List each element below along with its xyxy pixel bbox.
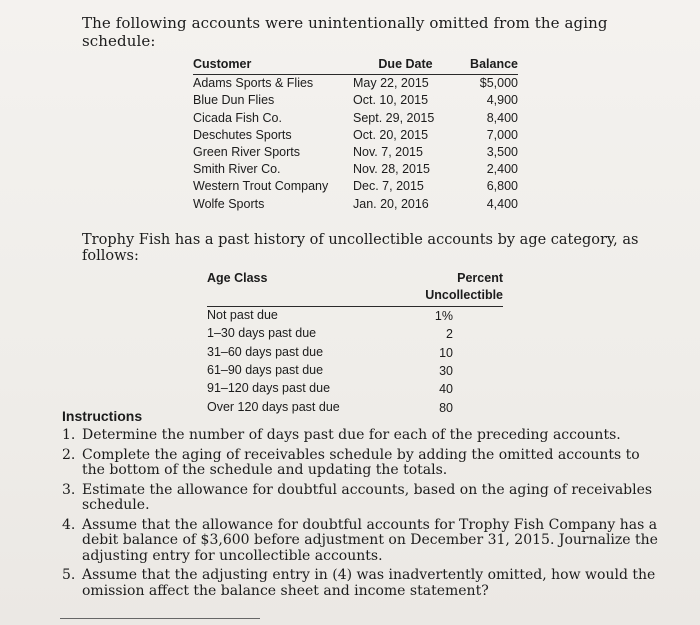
due-date: Nov. 7, 2015 bbox=[353, 145, 423, 160]
customer-name: Wolfe Sports bbox=[193, 196, 265, 211]
instruction-number: 4. bbox=[62, 516, 76, 533]
instruction-number: 2. bbox=[62, 446, 76, 463]
instruction-number: 3. bbox=[62, 481, 76, 498]
instruction-item bbox=[62, 518, 662, 565]
balance: $5,000 bbox=[479, 76, 518, 91]
balance: 8,400 bbox=[486, 110, 518, 125]
table-row bbox=[193, 144, 518, 161]
instruction-text: Assume that the allowance for doubtful accounts for Trophy Fish Company has a debit balance of $3,600 before adjustment on December 31, 2015. Journalize the adjusting entry for uncollectible accounts. bbox=[82, 516, 658, 564]
instruction-number: 5. bbox=[62, 567, 76, 583]
table-row bbox=[193, 161, 518, 178]
age-class-table bbox=[207, 270, 503, 417]
percent-uncollectible: 40 bbox=[439, 382, 453, 397]
balance: 4,400 bbox=[486, 196, 518, 211]
header-balance: Balance bbox=[470, 57, 518, 71]
age-table-header bbox=[207, 270, 503, 307]
balance: 2,400 bbox=[486, 162, 518, 177]
customer-name: Smith River Co. bbox=[193, 162, 281, 177]
instruction-number: 1. bbox=[62, 427, 76, 443]
age-class: Over 120 days past due bbox=[207, 399, 340, 414]
divider bbox=[60, 618, 260, 619]
customer-name: Adams Sports & Flies bbox=[193, 76, 314, 91]
table-row bbox=[193, 178, 518, 195]
table-row bbox=[207, 325, 503, 343]
table-row bbox=[193, 110, 518, 127]
percent-uncollectible: 1% bbox=[434, 308, 453, 323]
header-due-date: Due Date bbox=[378, 57, 433, 71]
table-row bbox=[207, 362, 503, 380]
table-row bbox=[207, 380, 503, 398]
customer-name: Cicada Fish Co. bbox=[193, 110, 282, 125]
trophy-text: Trophy Fish has a past history of uncollectible accounts by age category, as follows: bbox=[82, 232, 639, 264]
table-row bbox=[207, 399, 503, 417]
customer-table bbox=[193, 56, 518, 213]
table-row bbox=[207, 344, 503, 362]
customer-name: Deschutes Sports bbox=[193, 127, 292, 142]
due-date: Oct. 20, 2015 bbox=[353, 127, 429, 142]
instruction-text: Determine the number of days past due for each of the preceding accounts. bbox=[82, 427, 621, 443]
age-class: 1–30 days past due bbox=[207, 326, 317, 341]
percent-uncollectible: 80 bbox=[439, 400, 453, 415]
customer-name: Blue Dun Flies bbox=[193, 93, 275, 108]
instruction-item bbox=[62, 448, 662, 479]
age-class: 61–90 days past due bbox=[207, 363, 324, 378]
customer-table-header bbox=[193, 56, 518, 75]
due-date: Oct. 10, 2015 bbox=[353, 93, 429, 108]
due-date: Jan. 20, 2016 bbox=[353, 196, 429, 211]
table-row bbox=[207, 307, 503, 325]
customer-name: Western Trout Company bbox=[193, 179, 329, 194]
instruction-text: Complete the aging of receivables schedule by adding the omitted accounts to the bottom of the schedule and updating the totals. bbox=[82, 446, 640, 478]
due-date: Dec. 7, 2015 bbox=[353, 179, 424, 194]
age-class: Not past due bbox=[207, 307, 278, 322]
instruction-item bbox=[62, 568, 662, 599]
table-row bbox=[193, 127, 518, 144]
balance: 4,900 bbox=[486, 93, 518, 108]
customer-name: Green River Sports bbox=[193, 145, 300, 160]
instructions-list bbox=[62, 428, 662, 603]
age-class: 91–120 days past due bbox=[207, 381, 331, 396]
instruction-item bbox=[62, 428, 662, 444]
intro-text: The following accounts were unintentionally omitted from the aging schedule: bbox=[82, 14, 608, 50]
table-row bbox=[193, 92, 518, 109]
percent-uncollectible: 2 bbox=[446, 327, 453, 342]
table-row bbox=[193, 196, 518, 213]
instruction-text: Estimate the allowance for doubtful accounts, based on the aging of receivables schedule. bbox=[82, 481, 653, 513]
balance: 6,800 bbox=[486, 179, 518, 194]
due-date: Sept. 29, 2015 bbox=[353, 110, 435, 125]
header-age-class: Age Class bbox=[207, 271, 268, 285]
age-class: 31–60 days past due bbox=[207, 344, 324, 359]
percent-uncollectible: 30 bbox=[439, 364, 453, 379]
header-customer: Customer bbox=[193, 57, 252, 71]
percent-uncollectible: 10 bbox=[439, 345, 453, 360]
table-row bbox=[193, 75, 518, 92]
due-date: May 22, 2015 bbox=[353, 76, 429, 91]
balance: 7,000 bbox=[486, 127, 518, 142]
balance: 3,500 bbox=[486, 145, 518, 160]
due-date: Nov. 28, 2015 bbox=[353, 162, 430, 177]
instruction-text: Assume that the adjusting entry in (4) was inadvertently omitted, how would the omission affect the balance sheet and income statement? bbox=[82, 567, 656, 599]
header-percent-uncollectible: Percent Uncollectible bbox=[425, 271, 503, 303]
instruction-item bbox=[62, 483, 662, 514]
instructions-title: Instructions bbox=[62, 408, 143, 424]
